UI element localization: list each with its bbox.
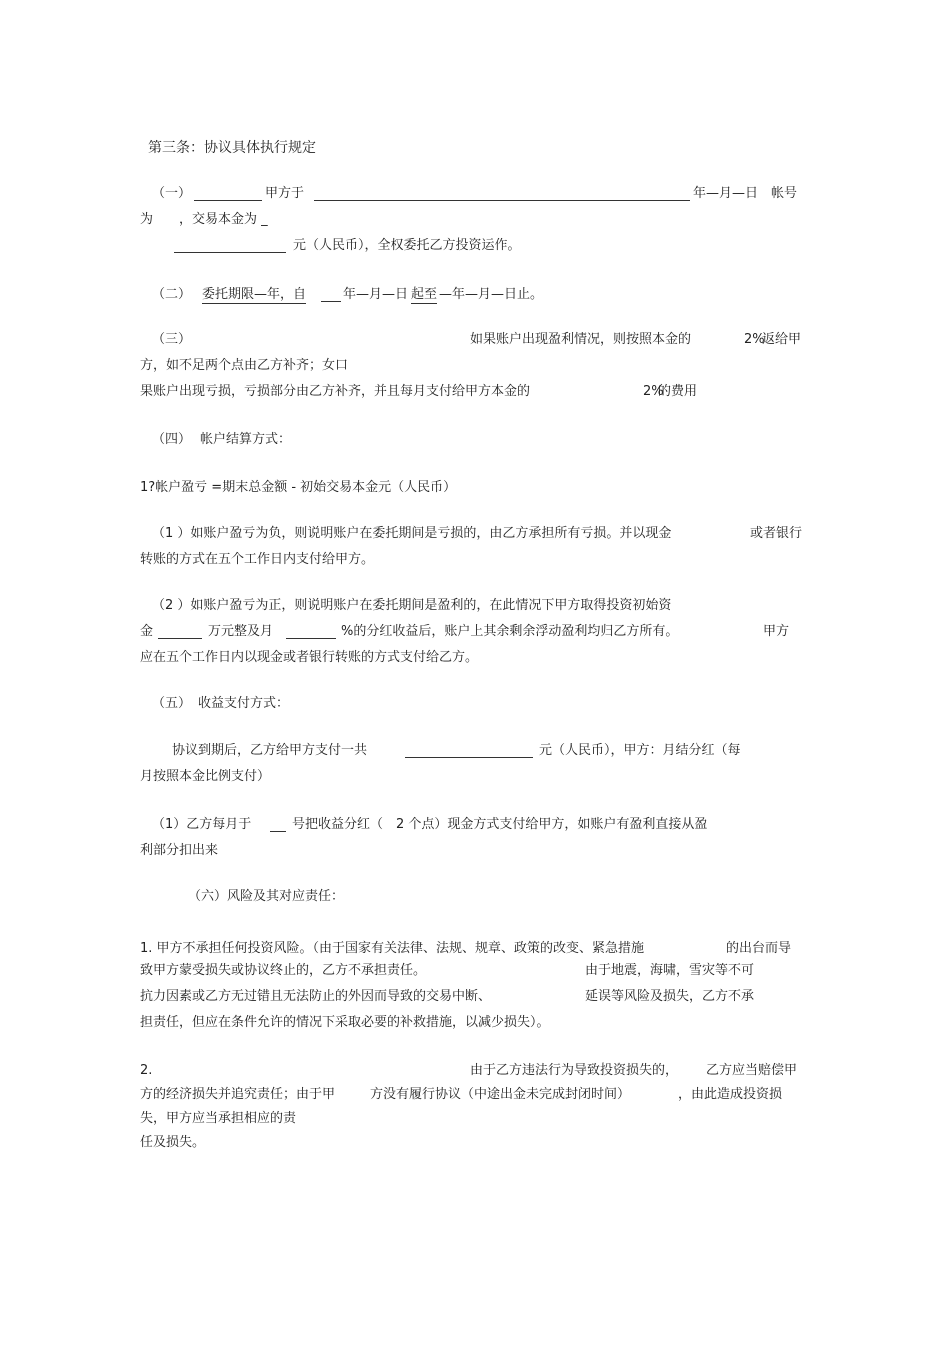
section-3-text-a: 如果账户出现盈利情况，则按照本金的 xyxy=(470,332,692,347)
section-6-i1d: 由于地震，海啸，雪灾等不可 xyxy=(585,963,755,978)
section-3-text-c: 的费用 xyxy=(658,384,698,399)
section-6-i2c: 方的经济损失并追究责任；由于甲 xyxy=(140,1087,336,1102)
section-4-p2c: 应在五个工作日内以现金或者银行转账的方式支付给乙方。 xyxy=(140,650,479,665)
section-6-i2a: 由于乙方违法行为导致投资损失的， xyxy=(470,1063,679,1078)
section-6-i2e: ，由此造成投资损 xyxy=(678,1087,783,1102)
section-4-p2a: （2 ）如账户盈亏为正，则说明账户在委托期间是盈利的，在此情况下甲方取得投资初始资 xyxy=(152,598,672,613)
blank-field xyxy=(405,743,533,763)
section-6-title: （六）风险及其对应责任： xyxy=(188,889,345,904)
blank-field xyxy=(286,624,336,644)
section-5-p2a: （1）乙方每月于 xyxy=(152,817,252,832)
section-6-i1c: 致甲方蒙受损失或协议终止的，乙方不承担责任。 xyxy=(140,963,427,978)
section-6-i1e: 抗力因素或乙方无过错且无法防止的外因而导致的交易中断、 xyxy=(140,989,492,1004)
section-1-date-account: 年—月—日 帐号 xyxy=(693,186,798,201)
section-3-percent-2: 2% xyxy=(643,384,664,399)
section-6-i1f: 延误等风险及损失，乙方不承 xyxy=(585,989,755,1004)
section-4-p1a: （1 ）如账户盈亏为负，则说明账户在委托期间是亏损的，由乙方承担所有亏损。并以现金 xyxy=(152,526,672,541)
section-4-p2b-2: 万元整及月 xyxy=(208,624,274,639)
section-2-term xyxy=(202,287,306,304)
section-6-i1g: 担责任，但应在条件允许的情况下采取必要的补救措施，以减少损失）。 xyxy=(140,1015,550,1030)
section-6-i2b: 乙方应当赔偿甲 xyxy=(706,1063,798,1078)
section-3-text-b: 返给甲 xyxy=(762,332,802,347)
section-1-label: （一） xyxy=(152,186,192,201)
section-3-line-3: 果账户出现亏损，亏损部分由乙方补齐，并且每月支付给甲方本金的 xyxy=(140,384,531,399)
section-2-until-text: 起至 xyxy=(411,287,438,302)
section-4-p1b: 或者银行 xyxy=(750,526,803,541)
blank-field xyxy=(314,186,690,206)
section-4-p1c: 转账的方式在五个工作日内支付给甲方。 xyxy=(140,552,375,567)
section-6-i2f: 失，甲方应当承担相应的责 xyxy=(140,1111,297,1126)
section-3-percent-1: 2% xyxy=(744,332,765,347)
section-6-i2-number: 2. xyxy=(140,1063,153,1078)
section-4-p2b-1: 金 xyxy=(140,624,154,639)
section-4-label: （四） xyxy=(152,432,192,447)
section-3-line-2: 方，如不足两个点由乙方补齐；女口 xyxy=(140,358,349,373)
section-6-i2g: 任及损失。 xyxy=(140,1135,206,1150)
section-6-i1a: 1. 甲方不承担任何投资风险。（由于国家有关法律、法规、规章、政策的改变、紧急措施 xyxy=(140,941,645,956)
section-6-i1b: 的出台而导 xyxy=(726,941,792,956)
section-4-p2b-4: 甲方 xyxy=(763,624,790,639)
section-1-line-3: 元（人民币），全权委托乙方投资运作。 xyxy=(293,238,521,253)
section-2-label: （二） xyxy=(152,287,192,302)
section-1-party-a: 甲方于 xyxy=(265,186,305,201)
section-2-until xyxy=(411,287,437,304)
section-5-title: 收益支付方式： xyxy=(198,696,290,711)
section-5-p1a: 协议到期后，乙方给甲方支付一共 xyxy=(172,743,368,758)
blank-field xyxy=(158,624,202,644)
section-4-title: 帐户结算方式： xyxy=(200,432,292,447)
section-5-p1c: 月按照本金比例支付） xyxy=(140,769,271,784)
blank-field xyxy=(174,238,286,258)
section-2-start-date: 年—月—日 xyxy=(343,287,409,302)
section-2-term-text: 委托期限—年，自 xyxy=(202,287,307,302)
section-4-p2b-3: %的分红收益后，账户上其余剩余浮动盈利均归乙方所有。 xyxy=(341,624,679,639)
blank-field xyxy=(270,817,286,837)
blank-field xyxy=(194,186,262,201)
section-5-p2c: 利部分扣出来 xyxy=(140,843,219,858)
section-3-label: （三） xyxy=(152,332,192,347)
section-5-label: （五） xyxy=(152,696,192,711)
section-5-p1b: 元（人民币），甲方：月结分红（每 xyxy=(539,743,741,758)
blank-field xyxy=(321,287,341,307)
section-4-formula: 1?帐户盈亏 =期末总金额 - 初始交易本金元（人民币） xyxy=(140,480,457,495)
section-2-end-date: —年—月—日止。 xyxy=(439,287,544,302)
section-1-line-2: 为 ，交易本金为 _ xyxy=(140,212,268,227)
section-6-i2d: 方没有履行协议（中途出金未完成封闭时间） xyxy=(370,1087,631,1102)
section-5-p2b: 号把收益分红（ 2 个点）现金方式支付给甲方，如账户有盈利直接从盈 xyxy=(292,817,708,832)
article-title: 第三条：协议具体执行规定 xyxy=(148,140,316,156)
